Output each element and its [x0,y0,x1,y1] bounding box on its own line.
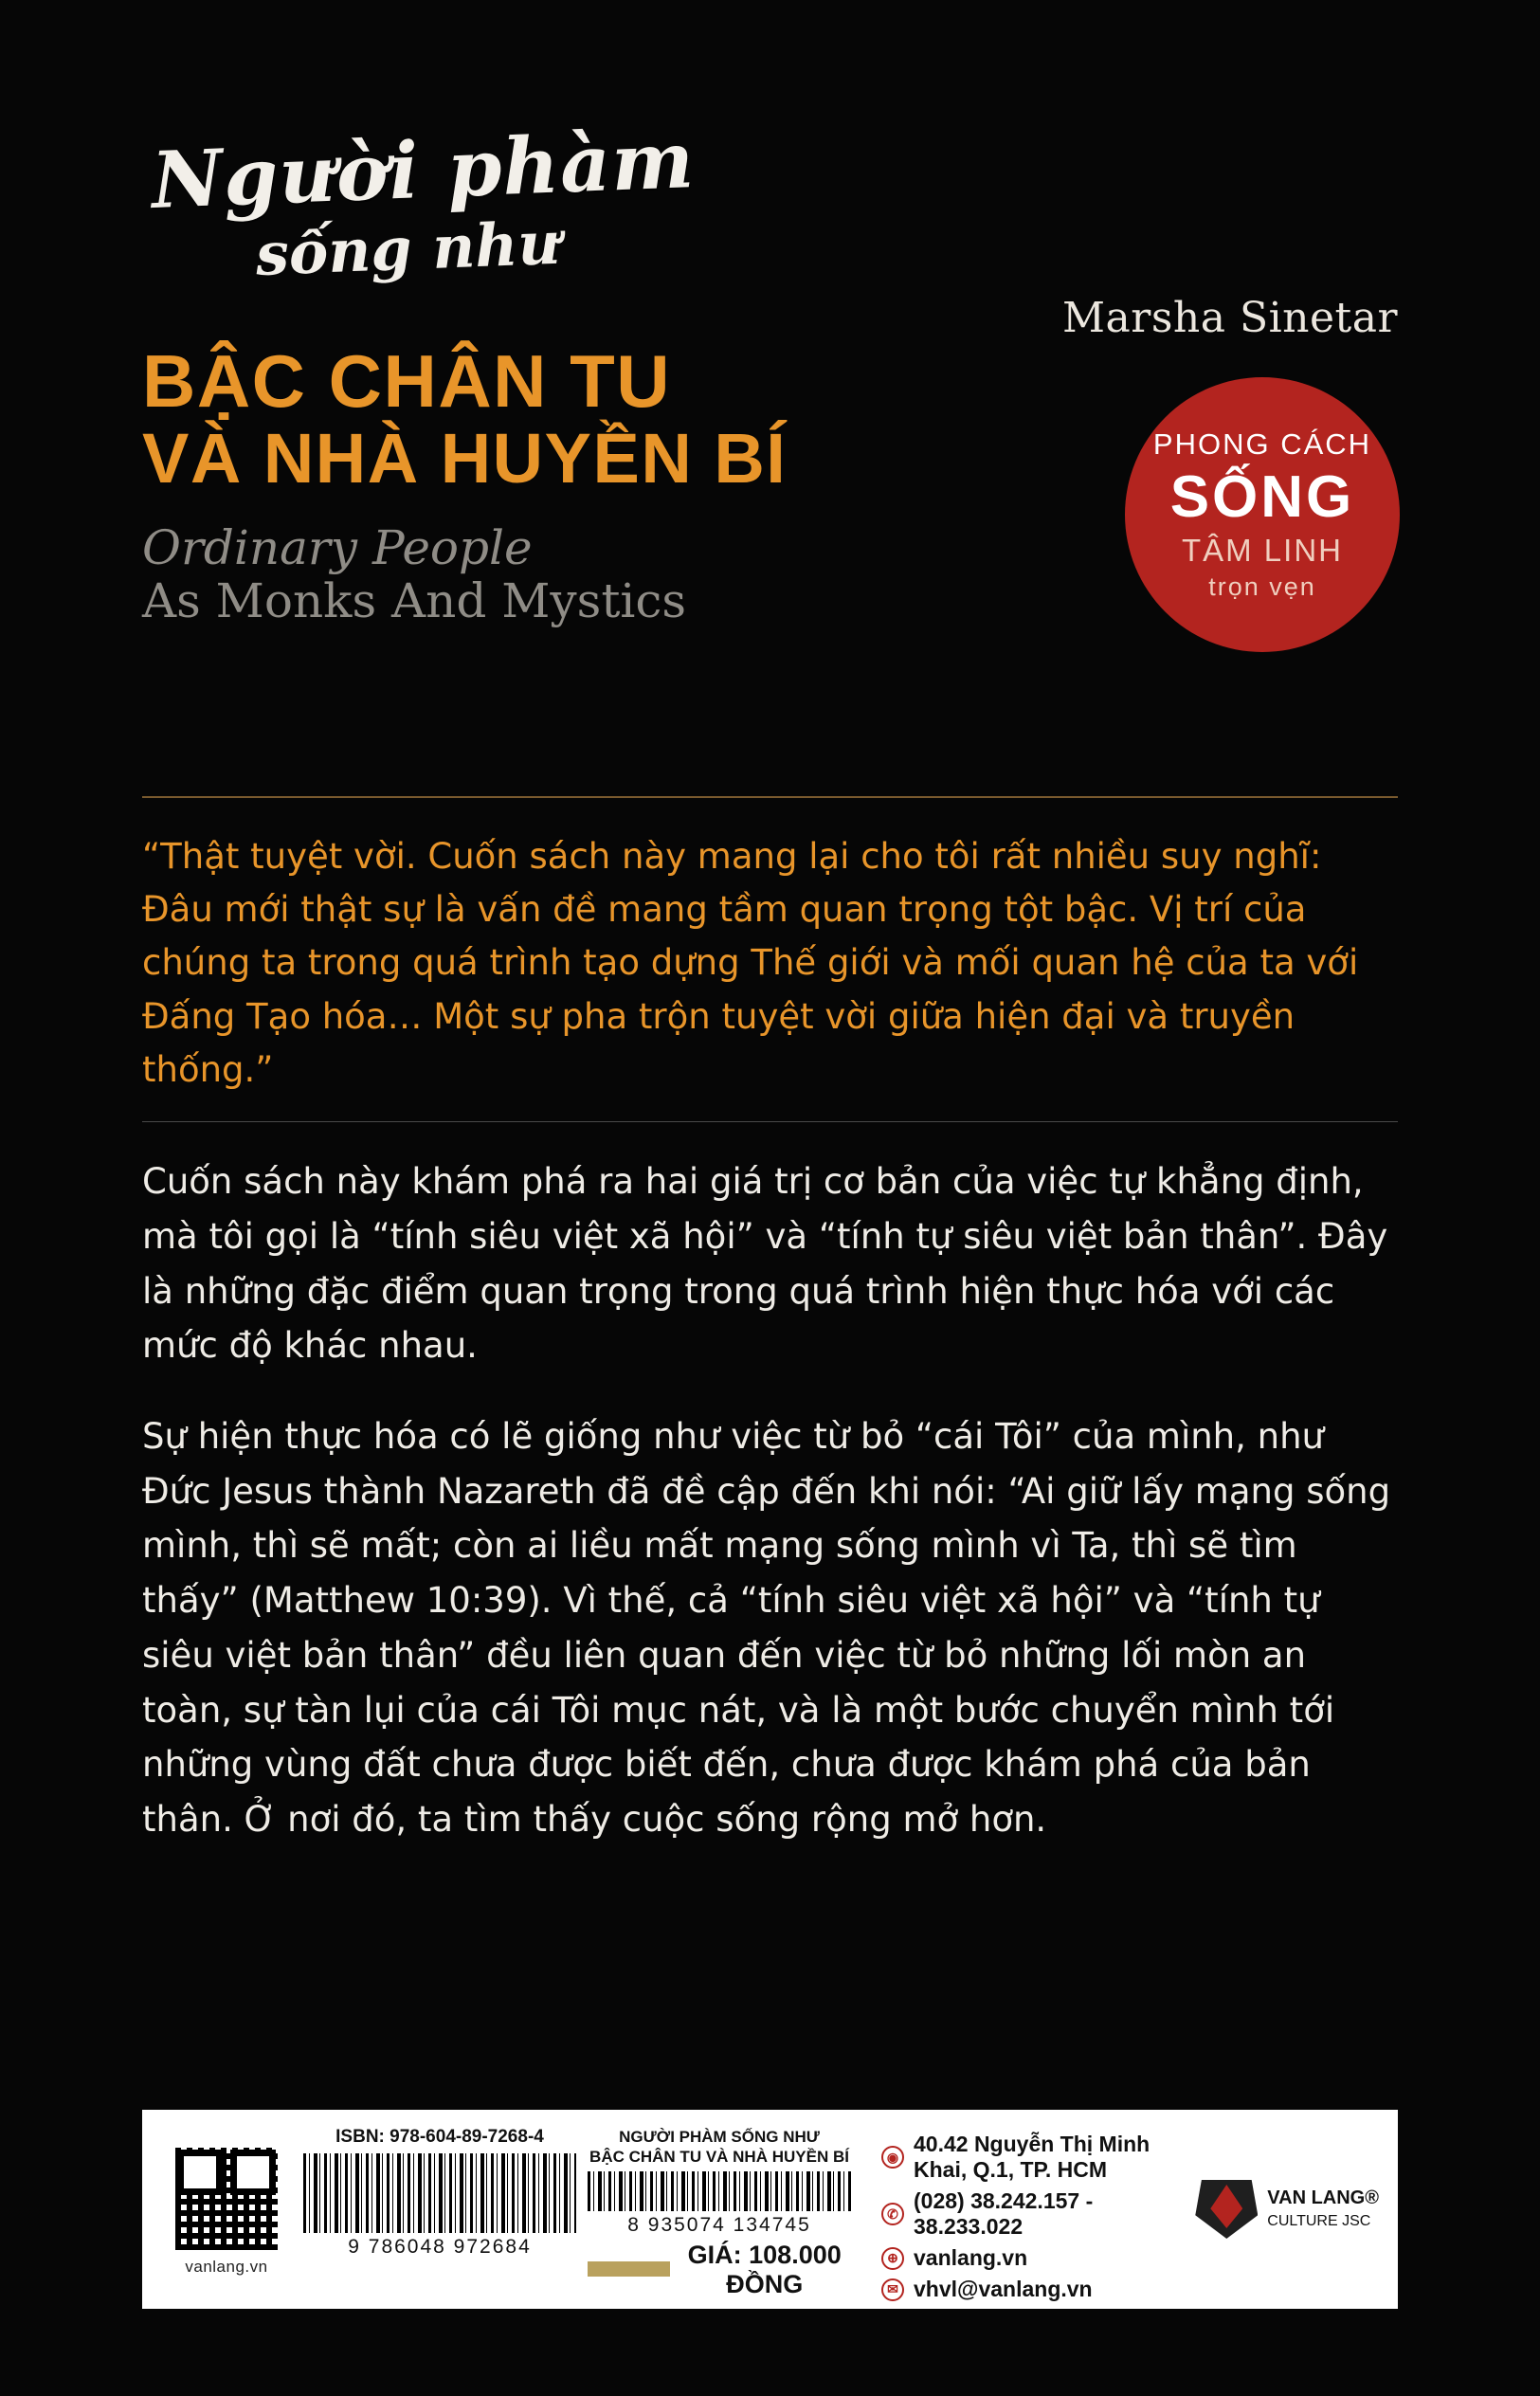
footer-book-title-line2: BẬC CHÂN TU VÀ NHÀ HUYỀN BÍ [589,2148,849,2167]
barcode-right-number: 8 935074 134745 [627,2214,811,2236]
van-lang-logo-icon [1195,2180,1258,2239]
isbn-barcode-block [298,2119,582,2299]
badge-line-3: TÂM LINH [1181,533,1343,569]
location-pin-icon: ◉ [881,2146,904,2169]
divider-middle [142,1121,1398,1122]
qr-block [155,2119,298,2299]
price-barcode-block [582,2119,857,2299]
contact-address-row [881,2132,1176,2183]
barcode-right-icon [588,2171,851,2212]
title-line-1: BẬC CHÂN TU [142,339,672,423]
contact-website[interactable]: vanlang.vn [914,2245,1028,2270]
footer-book-title [588,2127,851,2168]
script-title-line2: sống như [254,208,562,289]
barcode-left-icon [303,2153,576,2233]
registered-mark: ® [1365,2187,1379,2208]
publisher-name: VAN LANG [1267,2187,1366,2208]
contact-email-row[interactable] [881,2277,1176,2302]
contact-email[interactable]: vhvl@vanlang.vn [914,2277,1093,2301]
isbn-text: ISBN: 978-604-89-7268-4 [335,2127,544,2147]
contact-phone-row [881,2188,1176,2240]
qr-label: vanlang.vn [185,2258,268,2276]
badge-line-4: trọn vẹn [1208,572,1316,602]
script-title-line1: Người phàm [150,115,697,227]
footer-bar [142,2110,1398,2309]
english-subtitle-line2: As Monks And Mystics [142,573,687,629]
spacer [0,1097,1540,1121]
qr-code-icon[interactable] [173,2146,280,2252]
mail-icon: ✉ [881,2278,904,2301]
footer-book-title-line1: NGƯỜI PHÀM SỐNG NHƯ [619,2128,820,2146]
contact-phone: (028) 38.242.157 - 38.233.022 [914,2188,1094,2239]
badge-line-1: PHONG CÁCH [1152,427,1372,461]
price-color-strip [588,2261,670,2277]
divider-top [142,796,1398,798]
title-line-2: VÀ NHÀ HUYỀN BÍ [142,419,788,499]
author-name: Marsha Sinetar [1062,294,1398,342]
publisher-contact [857,2119,1176,2299]
price-label: GIÁ: 108.000 ĐỒNG [687,2241,842,2298]
title-block [0,0,1540,796]
body-paragraph-2: Sự hiện thực hóa có lẽ giống như việc từ bỏ “cái Tôi” của mình, như Đức Jesus thành Nazareth đã đề cập đến khi nói: “Ai giữ lấy mạng sống mình, thì sẽ mất; còn ai liều mất mạng sống mình vì Ta, thì sẽ tìm thấy” (Matthew 10:39). Vì thế, cả “tính siêu việt xã hội” và “tính tự siêu việt bản thân” đều liên quan đến việc từ bỏ những lối mòn an toàn, sự tàn lụi của cái Tôi mục nát, và là một bước chuyển mình tới những vùng đất chưa được biết đến, chưa được khám phá của bản thân. Ở nơi đó, ta tìm thấy cuộc sống rộng mở hơn. [142,1416,1391,1841]
pull-quote: “Thật tuyệt vời. Cuốn sách này mang lại cho tôi rất nhiều suy nghĩ: Đâu mới thật sự là vấn đề mang tầm quan trọng tột bậc. Vị trí của chúng ta trong quá trình tạo dựng Thế giới và mối quan hệ của ta với Đấng Tạo hóa… Một sự pha trộn tuyệt vời giữa hiện đại và truyền thống.” [142,836,1359,1090]
publisher-name-block [1267,2187,1379,2231]
publisher-sub: CULTURE JSC [1267,2213,1371,2229]
series-badge [1125,377,1400,652]
phone-icon: ✆ [881,2203,904,2225]
english-subtitle-line1: Ordinary People [142,520,533,576]
publisher-logo [1176,2119,1385,2299]
contact-website-row[interactable] [881,2245,1176,2271]
badge-line-2: SỐNG [1169,463,1355,530]
contact-address: 40.42 Nguyễn Thị Minh Khai, Q.1, TP. HCM [914,2132,1150,2182]
page-title [142,341,824,497]
globe-icon: ⊕ [881,2247,904,2270]
body-paragraph-1: Cuốn sách này khám phá ra hai giá trị cơ bản của việc tự khẳng định, mà tôi gọi là “tính siêu việt xã hội” và “tính tự siêu việt bản thân”. Đây là những đặc điểm quan trọng trong quá trình hiện thực hóa với các mức độ khác nhau. [142,1161,1388,1367]
english-subtitle [142,521,862,627]
barcode-left-number: 9 786048 972684 [348,2236,532,2258]
